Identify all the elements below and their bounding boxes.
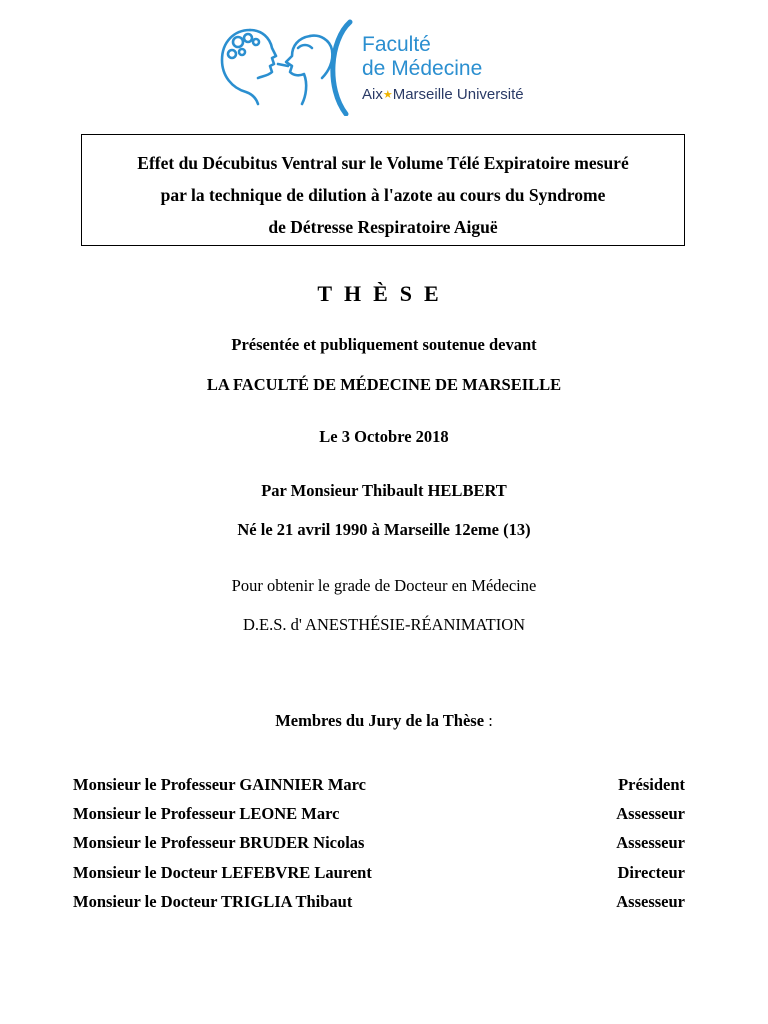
- jury-member-role: Directeur: [617, 862, 685, 882]
- thesis-title-box: [81, 134, 685, 246]
- logo-wordmark: [362, 33, 524, 105]
- jury-list: [73, 775, 685, 921]
- birth-line: Né le 21 avril 1990 à Marseille 12eme (13): [237, 520, 531, 539]
- logo-marseille-universite: Marseille Université: [392, 86, 524, 103]
- jury-row: [73, 892, 685, 921]
- presented-line: Présentée et publiquement soutenue devant: [231, 335, 537, 354]
- jury-member-role: Assesseur: [616, 891, 685, 911]
- jury-title: [0, 711, 768, 731]
- grade-line: Pour obtenir le grade de Docteur en Médecine: [231, 576, 537, 595]
- logo-line-faculte: Faculté: [362, 33, 431, 56]
- thesis-title-line-1: Effet du Décubitus Ventral sur le Volume Télé Expiratoire mesuré: [137, 153, 629, 173]
- jury-member-role: Assesseur: [616, 833, 685, 853]
- logo-line-university: [362, 85, 524, 105]
- thesis-title-line-3: de Détresse Respiratoire Aiguë: [268, 217, 498, 237]
- jury-member-name: Monsieur le Professeur GAINNIER Marc: [73, 775, 366, 794]
- jury-member-name: Monsieur le Docteur LEFEBVRE Laurent: [73, 862, 372, 882]
- jury-row: [73, 833, 685, 862]
- thesis-title-line-2: par la technique de dilution à l'azote au cours du Syndrome: [160, 185, 606, 205]
- jury-row: [73, 775, 685, 804]
- jury-row: [73, 804, 685, 833]
- jury-member-name: Monsieur le Professeur BRUDER Nicolas: [73, 833, 365, 853]
- jury-member-role: Assesseur: [616, 804, 685, 824]
- specialty-line: D.E.S. d' ANESTHÉSIE-RÉANIMATION: [242, 615, 526, 634]
- jury-member-name: Monsieur le Docteur TRIGLIA Thibaut: [73, 891, 353, 911]
- defense-date: Le 3 Octobre 2018: [319, 427, 449, 446]
- faculty-line: LA FACULTÉ DE MÉDECINE DE MARSEILLE: [206, 375, 562, 394]
- jury-member-role: Président: [618, 775, 685, 794]
- jury-title-text: Membres du Jury de la Thèse: [275, 711, 485, 730]
- faculty-profile-emblem-icon: [212, 18, 357, 116]
- faculty-logo: [212, 18, 572, 116]
- jury-title-colon: :: [484, 711, 493, 730]
- jury-row: [73, 863, 685, 892]
- author-line: Par Monsieur Thibault HELBERT: [261, 481, 507, 500]
- star-icon: ★: [382, 89, 393, 102]
- jury-member-name: Monsieur le Professeur LEONE Marc: [73, 804, 340, 824]
- logo-aix: Aix: [362, 86, 383, 103]
- thesis-heading: THÈSE: [317, 281, 451, 306]
- logo-line-medecine: de Médecine: [362, 57, 483, 80]
